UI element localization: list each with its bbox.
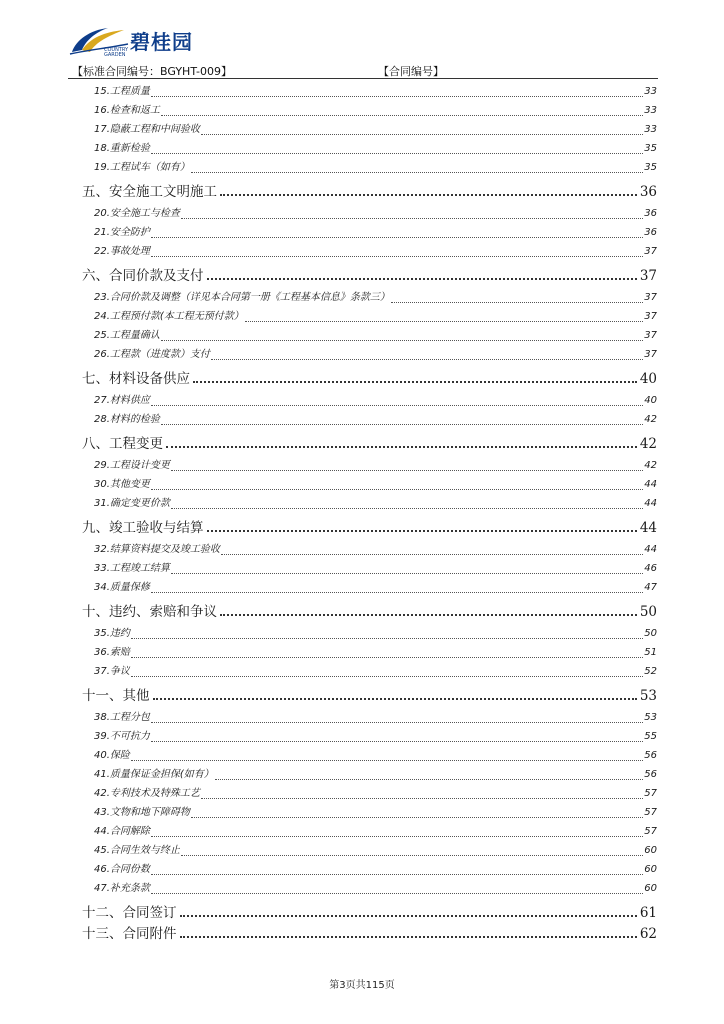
toc-entry-page: 50 (639, 604, 657, 620)
toc-leader-dots (151, 489, 643, 490)
toc-leader-dots (180, 915, 637, 917)
toc-entry[interactable] (82, 82, 657, 101)
toc-entry-title: 33.工程竣工结算 (94, 563, 170, 574)
toc-entry-title: 九、竣工验收与结算 (82, 520, 204, 536)
toc-section-entry[interactable] (82, 684, 657, 705)
toc-entry-page: 33 (644, 105, 657, 116)
toc-entry[interactable] (82, 841, 657, 860)
toc-entry-page: 44 (644, 498, 657, 509)
toc-leader-dots (221, 554, 643, 555)
toc-entry-page: 56 (644, 750, 657, 761)
toc-leader-dots (161, 340, 643, 341)
toc-section-entry[interactable] (82, 367, 657, 388)
standard-contract-number: 【标准合同编号：BGYHT-009】 (72, 65, 232, 78)
toc-leader-dots (161, 424, 643, 425)
toc-entry-title: 45.合同生效与终止 (94, 845, 180, 856)
toc-entry-page: 35 (644, 162, 657, 173)
toc-entry-title: 32.结算资料提交及竣工验收 (94, 544, 220, 555)
toc-leader-dots (166, 446, 637, 448)
toc-leader-dots (207, 278, 637, 280)
toc-entry-title: 39.不可抗力 (94, 731, 150, 742)
toc-entry-page: 50 (644, 628, 657, 639)
toc-entry[interactable] (82, 242, 657, 261)
toc-leader-dots (131, 760, 643, 761)
toc-entry-page: 37 (644, 330, 657, 341)
toc-entry-page: 46 (644, 563, 657, 574)
toc-leader-dots (171, 508, 643, 509)
toc-entry-title: 19.工程试车（如有） (94, 162, 190, 173)
toc-entry-title: 十二、合同签订 (82, 905, 177, 921)
toc-leader-dots (191, 817, 643, 818)
toc-entry-page: 61 (639, 905, 657, 921)
toc-entry-page: 37 (644, 292, 657, 303)
toc-entry[interactable] (82, 391, 657, 410)
toc-section-entry[interactable] (82, 264, 657, 285)
toc-entry[interactable] (82, 158, 657, 177)
toc-leader-dots (131, 638, 643, 639)
toc-leader-dots (151, 893, 643, 894)
toc-entry[interactable] (82, 223, 657, 242)
toc-entry[interactable] (82, 101, 657, 120)
toc-leader-dots (191, 172, 643, 173)
toc-leader-dots (151, 153, 643, 154)
toc-leader-dots (201, 798, 643, 799)
brand-sub-line-2: GARDEN (104, 52, 126, 58)
toc-leader-dots (153, 698, 637, 700)
toc-entry-title: 42.专利技术及特殊工艺 (94, 788, 200, 799)
toc-entry[interactable] (82, 326, 657, 345)
toc-entry-title: 十一、其他 (82, 688, 150, 704)
contract-number-label: 【合同编号】 (378, 65, 444, 78)
toc-entry[interactable] (82, 879, 657, 898)
toc-entry[interactable] (82, 475, 657, 494)
toc-leader-dots (151, 592, 643, 593)
toc-entry-title: 43.文物和地下障碍物 (94, 807, 190, 818)
toc-entry-page: 40 (639, 371, 657, 387)
toc-entry-title: 23.合同价款及调整（详见本合同第一册《工程基本信息》条款三） (94, 292, 390, 303)
toc-entry-title: 47.补充条款 (94, 883, 150, 894)
toc-leader-dots (161, 115, 643, 116)
toc-entry-title: 六、合同价款及支付 (82, 268, 204, 284)
toc-entry-page: 57 (644, 826, 657, 837)
toc-section-entry[interactable] (82, 180, 657, 201)
toc-entry[interactable] (82, 559, 657, 578)
toc-leader-dots (151, 405, 643, 406)
toc-entry-page: 37 (644, 349, 657, 360)
toc-entry-title: 24.工程预付款(本工程无预付款） (94, 311, 244, 322)
toc-entry-title: 25.工程量确认 (94, 330, 160, 341)
toc-leader-dots (171, 470, 643, 471)
header-divider (68, 78, 658, 79)
toc-leader-dots (151, 96, 643, 97)
toc-entry-title: 41.质量保证金担保(如有） (94, 769, 214, 780)
toc-entry[interactable] (82, 345, 657, 364)
toc-leader-dots (207, 530, 637, 532)
toc-entry[interactable] (82, 822, 657, 841)
toc-leader-dots (131, 676, 643, 677)
toc-entry-title: 36.索赔 (94, 647, 130, 658)
toc-entry-title: 27.材料供应 (94, 395, 150, 406)
toc-leader-dots (151, 874, 643, 875)
toc-section-entry[interactable] (82, 432, 657, 453)
toc-entry-title: 35.违约 (94, 628, 130, 639)
toc-entry-title: 15.工程质量 (94, 86, 150, 97)
toc-entry[interactable] (82, 708, 657, 727)
toc-entry-page: 33 (644, 124, 657, 135)
toc-entry[interactable] (82, 456, 657, 475)
toc-section-entry[interactable] (82, 901, 657, 922)
toc-leader-dots (211, 359, 643, 360)
toc-entry-title: 18.重新检验 (94, 143, 150, 154)
toc-entry-title: 37.争议 (94, 666, 130, 677)
toc-entry-title: 44.合同解除 (94, 826, 150, 837)
toc-leader-dots (181, 855, 643, 856)
toc-entry[interactable] (82, 860, 657, 879)
toc-entry-page: 60 (644, 883, 657, 894)
toc-entry-page: 36 (644, 227, 657, 238)
toc-leader-dots (215, 779, 643, 780)
toc-leader-dots (391, 302, 643, 303)
brand-sub-line-1: COUNTRY (104, 47, 129, 53)
toc-leader-dots (151, 722, 643, 723)
toc-entry-title: 29.工程设计变更 (94, 460, 170, 471)
toc-section-entry[interactable] (82, 600, 657, 621)
toc-entry-title: 38.工程分包 (94, 712, 150, 723)
toc-entry-page: 40 (644, 395, 657, 406)
toc-entry-title: 17.隐蔽工程和中间验收 (94, 124, 200, 135)
toc-entry-page: 56 (644, 769, 657, 780)
toc-entry-page: 57 (644, 807, 657, 818)
toc-leader-dots (151, 237, 643, 238)
toc-entry[interactable] (82, 120, 657, 139)
toc-leader-dots (151, 256, 643, 257)
toc-leader-dots (151, 741, 643, 742)
toc-entry-page: 44 (639, 520, 657, 536)
toc-entry[interactable] (82, 662, 657, 681)
table-of-contents (82, 82, 657, 943)
page-header (0, 0, 724, 80)
toc-entry-title: 28.材料的检验 (94, 414, 160, 425)
toc-entry-page: 42 (644, 460, 657, 471)
toc-section-entry[interactable] (82, 516, 657, 537)
toc-leader-dots (220, 194, 637, 196)
toc-section-entry[interactable] (82, 922, 657, 943)
toc-entry-title: 五、安全施工文明施工 (82, 184, 217, 200)
toc-entry-title: 21.安全防护 (94, 227, 150, 238)
toc-entry[interactable] (82, 643, 657, 662)
toc-entry-page: 47 (644, 582, 657, 593)
toc-entry[interactable] (82, 204, 657, 223)
brand-name: 碧桂园 (130, 30, 193, 54)
toc-entry-title: 22.事故处理 (94, 246, 150, 257)
toc-leader-dots (181, 218, 643, 219)
toc-entry[interactable] (82, 410, 657, 429)
toc-entry-page: 62 (639, 926, 657, 942)
toc-entry-page: 53 (644, 712, 657, 723)
toc-entry[interactable] (82, 139, 657, 158)
toc-leader-dots (131, 657, 643, 658)
toc-entry-page: 51 (644, 647, 657, 658)
toc-leader-dots (220, 614, 637, 616)
toc-leader-dots (193, 381, 637, 383)
toc-entry-page: 44 (644, 544, 657, 555)
toc-entry-page: 60 (644, 845, 657, 856)
toc-entry[interactable] (82, 494, 657, 513)
toc-leader-dots (151, 836, 643, 837)
toc-entry-page: 37 (644, 311, 657, 322)
toc-entry[interactable] (82, 540, 657, 559)
toc-entry-page: 37 (644, 246, 657, 257)
toc-entry-title: 34.质量保修 (94, 582, 150, 593)
toc-entry[interactable] (82, 288, 657, 307)
toc-leader-dots (245, 321, 643, 322)
toc-entry-page: 36 (639, 184, 657, 200)
toc-entry[interactable] (82, 746, 657, 765)
toc-entry[interactable] (82, 727, 657, 746)
toc-entry-title: 16.检查和返工 (94, 105, 160, 116)
toc-entry-page: 35 (644, 143, 657, 154)
toc-entry[interactable] (82, 624, 657, 643)
toc-leader-dots (201, 134, 643, 135)
toc-entry-title: 26.工程款（进度款）支付 (94, 349, 210, 360)
toc-entry-title: 31.确定变更价款 (94, 498, 170, 509)
toc-entry-page: 37 (639, 268, 657, 284)
toc-entry-page: 44 (644, 479, 657, 490)
page-footer: 第3页共115页 (329, 980, 395, 991)
toc-entry[interactable] (82, 765, 657, 784)
toc-entry[interactable] (82, 803, 657, 822)
toc-entry-page: 42 (644, 414, 657, 425)
toc-entry[interactable] (82, 307, 657, 326)
toc-leader-dots (180, 936, 637, 938)
toc-leader-dots (171, 573, 643, 574)
toc-entry-page: 33 (644, 86, 657, 97)
toc-entry-title: 46.合同份数 (94, 864, 150, 875)
toc-entry-page: 36 (644, 208, 657, 219)
toc-entry-page: 42 (639, 436, 657, 452)
toc-entry[interactable] (82, 578, 657, 597)
country-garden-logo (68, 22, 228, 58)
toc-entry-page: 60 (644, 864, 657, 875)
brand-sub (104, 48, 128, 58)
toc-entry-page: 57 (644, 788, 657, 799)
toc-entry-title: 十三、合同附件 (82, 926, 177, 942)
toc-entry-title: 20.安全施工与检查 (94, 208, 180, 219)
toc-entry-page: 53 (639, 688, 657, 704)
toc-entry-title: 八、工程变更 (82, 436, 163, 452)
toc-entry-title: 七、材料设备供应 (82, 371, 190, 387)
toc-entry[interactable] (82, 784, 657, 803)
toc-entry-title: 十、违约、索赔和争议 (82, 604, 217, 620)
toc-entry-page: 55 (644, 731, 657, 742)
toc-entry-title: 30.其他变更 (94, 479, 150, 490)
toc-entry-title: 40.保险 (94, 750, 130, 761)
toc-entry-page: 52 (644, 666, 657, 677)
